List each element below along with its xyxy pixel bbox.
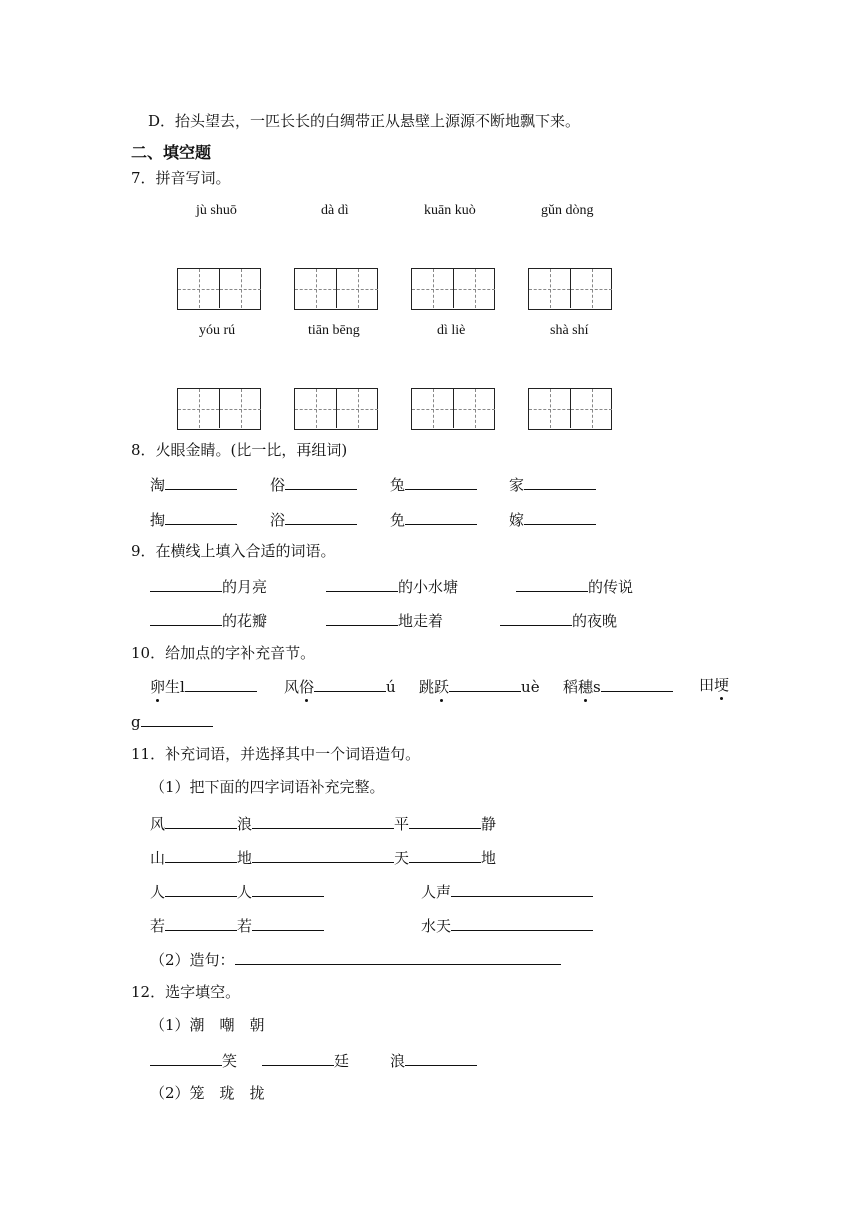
char: 风 — [284, 678, 300, 696]
phrase-item — [326, 575, 458, 597]
idiom-item — [150, 914, 324, 936]
writing-grid[interactable] — [177, 388, 261, 430]
phrase-text: 的小水塘 — [398, 578, 459, 596]
fill-item — [262, 1049, 349, 1071]
pinyin-hint: ú — [386, 678, 396, 696]
question-8-title: 8．火眼金睛。(比一比，再组词) — [131, 441, 348, 459]
pinyin-label: shà shí — [550, 323, 589, 338]
answer-blank[interactable] — [141, 710, 213, 727]
pinyin-label: kuān kuò — [424, 203, 476, 218]
phonetic-item — [131, 710, 213, 732]
pinyin-label: gǔn dòng — [541, 203, 594, 218]
answer-blank[interactable] — [524, 508, 596, 525]
char: 若 — [150, 917, 166, 935]
answer-blank[interactable] — [314, 675, 386, 692]
writing-grid[interactable] — [528, 268, 612, 310]
answer-blank[interactable] — [165, 880, 237, 897]
idiom-item — [421, 880, 593, 902]
char: 浪 — [390, 1052, 406, 1070]
pinyin-label: dì liè — [437, 323, 466, 338]
char-item — [270, 473, 357, 495]
char: 天 — [394, 849, 410, 867]
answer-blank[interactable] — [409, 812, 481, 829]
writing-grid[interactable] — [177, 268, 261, 310]
idiom-row — [150, 846, 496, 868]
char: 人声 — [421, 883, 452, 901]
answer-blank[interactable] — [252, 846, 394, 863]
char: 嫁 — [509, 511, 525, 529]
question-10-title: 10．给加点的字补充音节。 — [131, 644, 316, 662]
pinyin-label: dà dì — [321, 203, 349, 218]
answer-blank[interactable] — [150, 1049, 222, 1066]
pinyin-label: tiān bēng — [308, 323, 360, 338]
section-title: 二、填空题 — [131, 143, 212, 162]
dotted-char: 俗 — [299, 678, 315, 696]
phonetic-item — [699, 675, 729, 695]
phrase-text: 的月亮 — [222, 578, 268, 596]
sentence-blank[interactable] — [235, 948, 561, 965]
char: 静 — [481, 815, 497, 833]
fill-item — [390, 1049, 477, 1071]
subquestion-1: （1）潮 嘲 朝 — [150, 1016, 265, 1034]
pinyin-hint: uè — [521, 678, 540, 696]
dotted-char: 穗 — [578, 678, 594, 696]
char-item — [270, 508, 357, 530]
char: 浪 — [237, 815, 253, 833]
phrase-text: 的传说 — [588, 578, 634, 596]
dotted-char: 埂 — [714, 676, 730, 694]
answer-blank[interactable] — [165, 846, 237, 863]
answer-blank[interactable] — [165, 812, 237, 829]
answer-blank[interactable] — [262, 1049, 334, 1066]
answer-blank[interactable] — [165, 914, 237, 931]
phrase-text: 的花瓣 — [222, 612, 268, 630]
char-item — [509, 473, 596, 495]
char: 若 — [237, 917, 253, 935]
char: 掏 — [150, 511, 166, 529]
char-item — [390, 508, 477, 530]
answer-blank[interactable] — [165, 473, 237, 490]
phrase-item — [326, 609, 443, 631]
question-7-title: 7．拼音写词。 — [131, 169, 231, 187]
idiom-row — [150, 812, 496, 834]
answer-blank[interactable] — [326, 575, 398, 592]
char: 廷 — [334, 1052, 350, 1070]
dotted-char: 卵 — [150, 678, 166, 696]
subquestion-2: （2）笼 珑 拢 — [150, 1084, 265, 1102]
answer-blank[interactable] — [405, 473, 477, 490]
answer-blank[interactable] — [165, 508, 237, 525]
char-item — [150, 473, 237, 495]
answer-blank[interactable] — [285, 473, 357, 490]
pinyin-hint: s — [593, 678, 601, 696]
char-item — [509, 508, 596, 530]
answer-blank[interactable] — [451, 880, 593, 897]
option-d: D．抬头望去，一匹长长的白绸带正从悬壁上源源不断地飘下来。 — [148, 112, 581, 130]
phrase-item — [500, 609, 617, 631]
pinyin-hint: l — [180, 678, 185, 696]
char: 田 — [699, 676, 715, 694]
pinyin-label: jù shuō — [196, 203, 237, 218]
idiom-item — [150, 880, 324, 902]
phrase-text: 地走着 — [398, 612, 444, 630]
char: 地 — [237, 849, 253, 867]
fill-item — [150, 1049, 237, 1071]
answer-blank[interactable] — [451, 914, 593, 931]
writing-grid[interactable] — [411, 388, 495, 430]
answer-blank[interactable] — [601, 675, 673, 692]
idiom-item — [421, 914, 593, 936]
answer-blank[interactable] — [500, 609, 572, 626]
question-12-title: 12．选字填空。 — [131, 983, 241, 1001]
answer-blank[interactable] — [252, 914, 324, 931]
char: 水天 — [421, 917, 452, 935]
writing-grid[interactable] — [411, 268, 495, 310]
phonetic-item — [150, 675, 257, 697]
phrase-item — [150, 575, 267, 597]
answer-blank[interactable] — [524, 473, 596, 490]
char: 人 — [150, 883, 166, 901]
writing-grid[interactable] — [294, 268, 378, 310]
writing-grid[interactable] — [528, 388, 612, 430]
question-11-title: 11．补充词语，并选择其中一个词语造句。 — [131, 745, 421, 763]
char: 风 — [150, 815, 166, 833]
writing-grid[interactable] — [294, 388, 378, 430]
phonetic-item — [563, 675, 673, 697]
char: 山 — [150, 849, 166, 867]
question-9-title: 9．在横线上填入合适的词语。 — [131, 542, 336, 560]
answer-blank[interactable] — [252, 812, 394, 829]
subquestion-1: （1）把下面的四字词语补充完整。 — [150, 778, 385, 796]
phrase-item — [150, 609, 267, 631]
char: 兔 — [390, 476, 406, 494]
answer-blank[interactable] — [405, 508, 477, 525]
char-item — [150, 508, 237, 530]
char-item — [390, 473, 477, 495]
phrase-text: 的夜晚 — [572, 612, 618, 630]
char: 稻 — [563, 678, 579, 696]
sentence-label: （2）造句： — [150, 951, 235, 969]
char: 浴 — [270, 511, 286, 529]
answer-blank[interactable] — [185, 675, 257, 692]
char: 家 — [509, 476, 525, 494]
answer-blank[interactable] — [285, 508, 357, 525]
char: 平 — [394, 815, 410, 833]
answer-blank[interactable] — [326, 609, 398, 626]
answer-blank[interactable] — [150, 609, 222, 626]
answer-blank[interactable] — [409, 846, 481, 863]
pinyin-hint: g — [131, 713, 141, 731]
answer-blank[interactable] — [516, 575, 588, 592]
char: 俗 — [270, 476, 286, 494]
phonetic-item — [284, 675, 396, 697]
char: 跳 — [419, 678, 435, 696]
phrase-item — [516, 575, 633, 597]
pinyin-label: yóu rú — [199, 323, 236, 338]
answer-blank[interactable] — [150, 575, 222, 592]
answer-blank[interactable] — [252, 880, 324, 897]
char: 淘 — [150, 476, 166, 494]
answer-blank[interactable] — [405, 1049, 477, 1066]
char: 地 — [481, 849, 497, 867]
char: 人 — [237, 883, 253, 901]
answer-blank[interactable] — [449, 675, 521, 692]
char: 免 — [390, 511, 406, 529]
dotted-char: 跃 — [434, 678, 450, 696]
subquestion-2 — [150, 948, 561, 970]
phonetic-item — [419, 675, 540, 697]
char: 笑 — [222, 1052, 238, 1070]
char: 生 — [165, 678, 181, 696]
